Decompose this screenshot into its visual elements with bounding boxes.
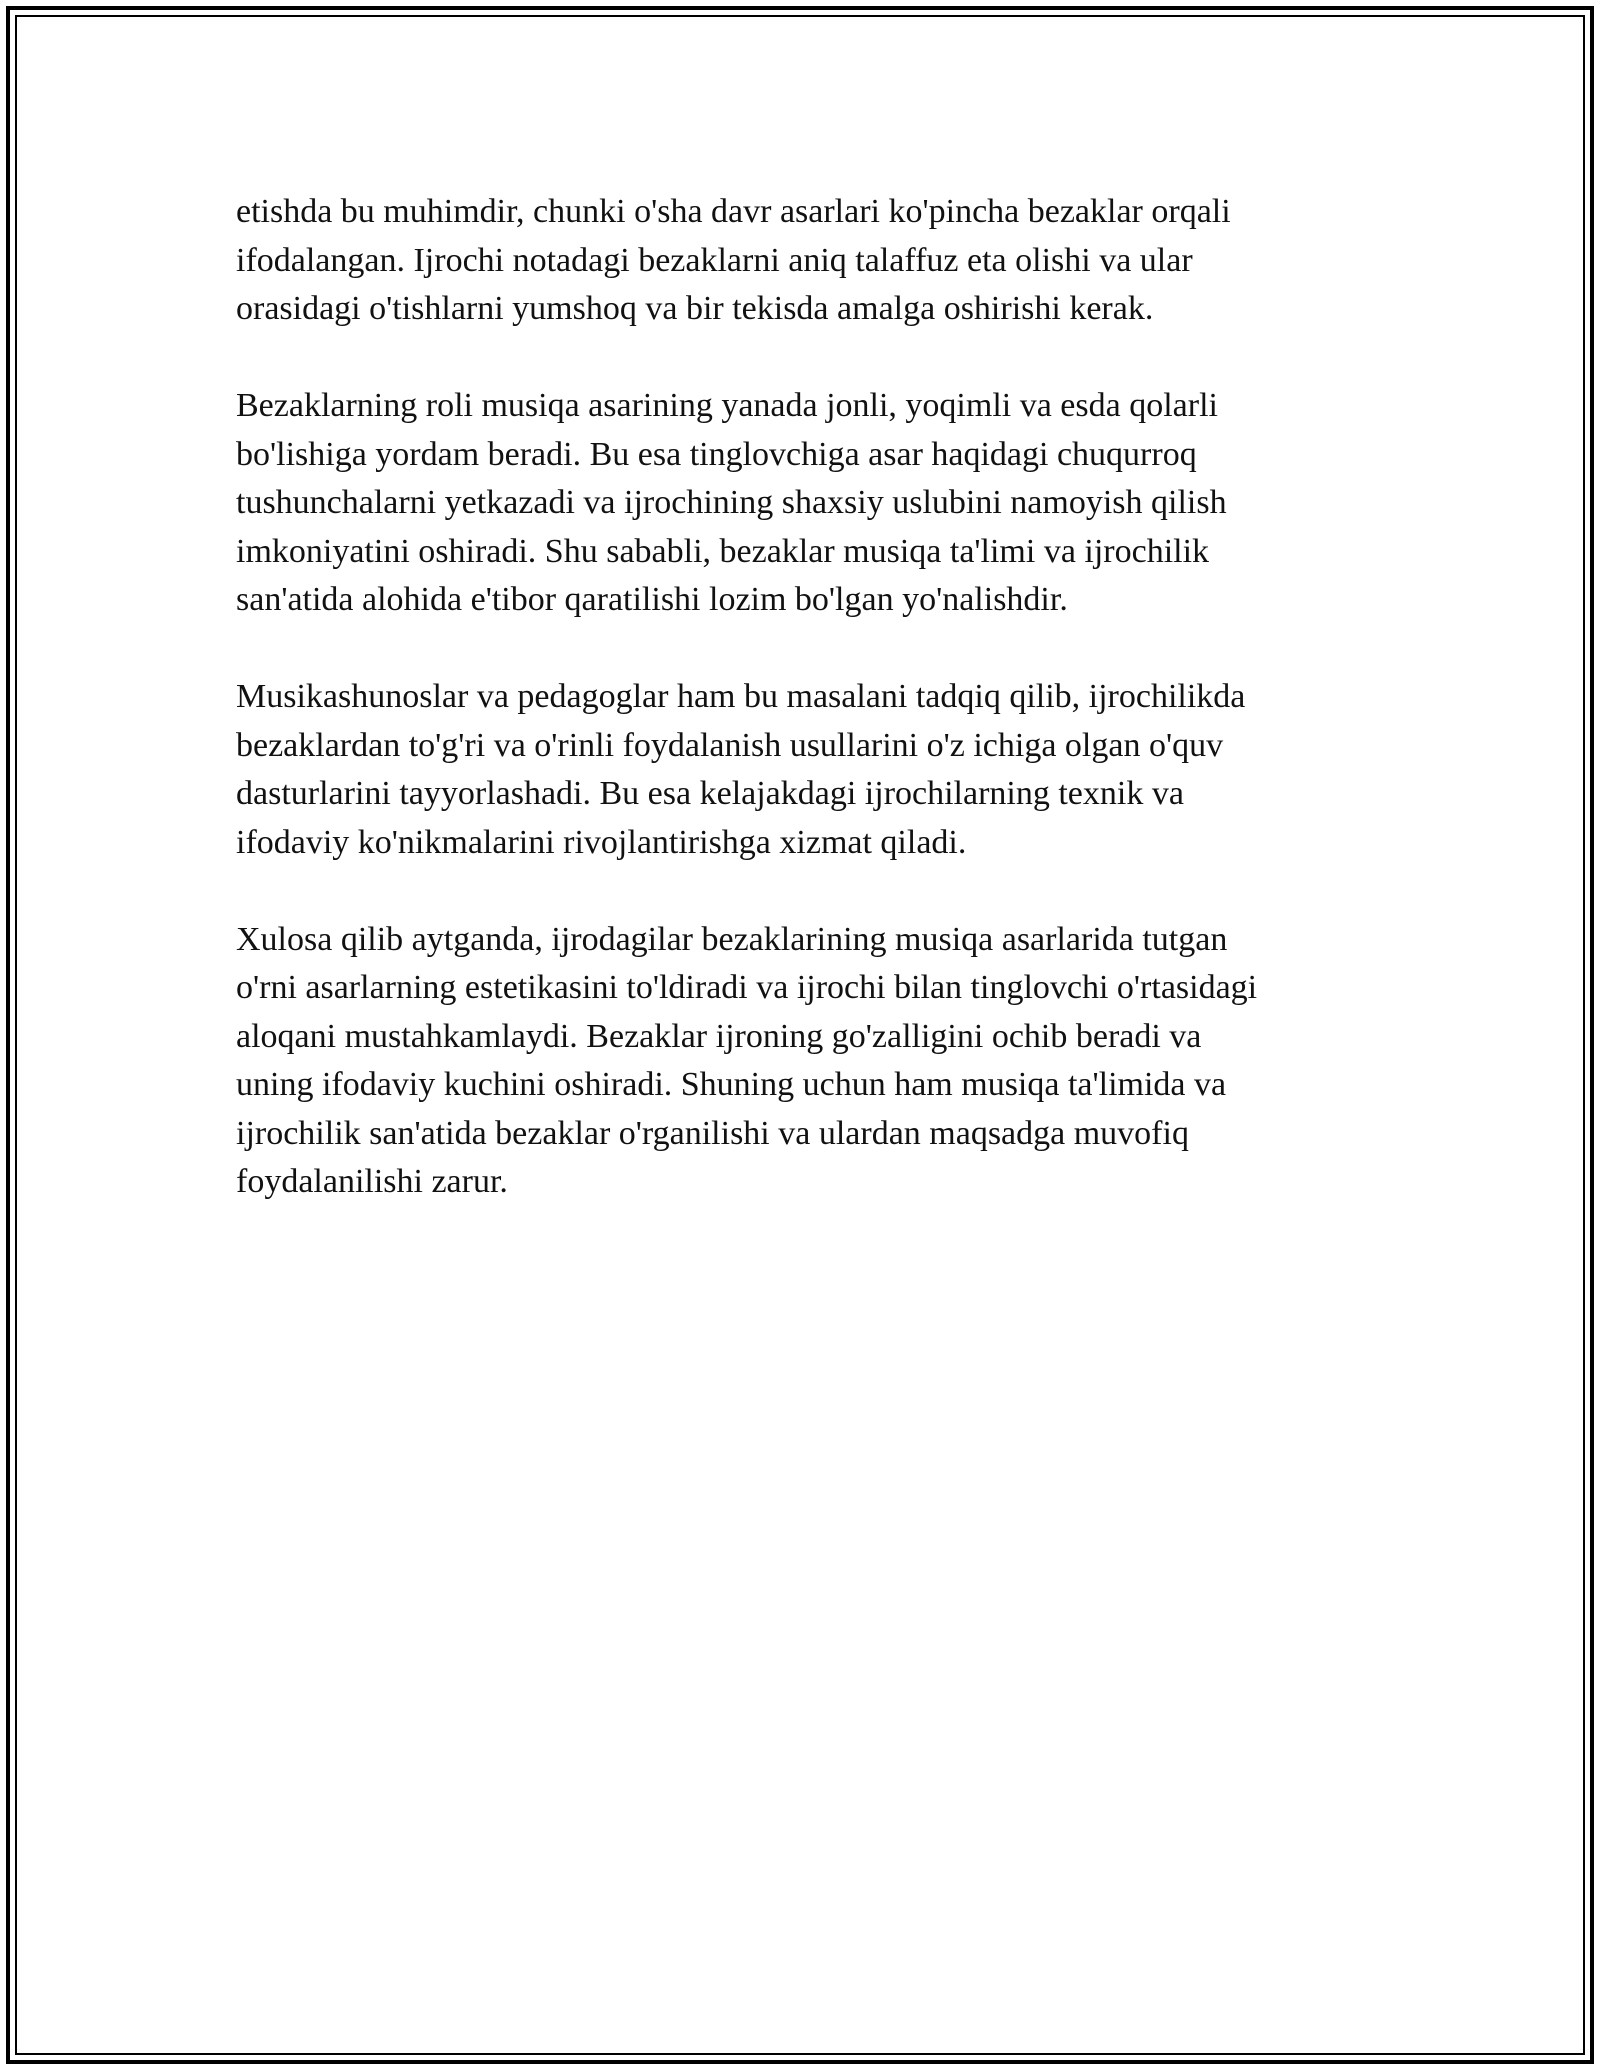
text-line: aloqani mustahkamlaydi. Bezaklar ijroning go'zalligini ochib beradi va — [236, 1017, 1202, 1055]
text-line: orasidagi o'tishlarni yumshoq va bir tekisda amalga oshirishi kerak. — [236, 290, 1154, 327]
text-line: dasturlarini tayyorlashadi. Bu esa kelajakdagi ijrochilarning texnik va — [236, 775, 1184, 812]
text-line: o'rni asarlarning estetikasini to'ldiradi va ijrochi bilan tinglovchi o'rtasidagi — [236, 969, 1258, 1006]
text-line: ifodalangan. Ijrochi notadagi bezaklarni aniq talaffuz eta olishi va ular — [236, 241, 1193, 279]
text-line: tushunchalarni yetkazadi va ijrochining shaxsiy uslubini namoyish qilish — [236, 484, 1227, 521]
text-line: Xulosa qilib aytganda, ijrodagilar bezaklarining musiqa asarlarida tutgan — [236, 920, 1228, 958]
paragraph-2 — [236, 382, 1366, 625]
text-line: bezaklardan to'g'ri va o'rinli foydalanish usullarini o'z ichiga olgan o'quv — [236, 726, 1224, 764]
text-line: imkoniyatini oshiradi. Shu sababli, bezaklar musiqa ta'limi va ijrochilik — [236, 532, 1210, 570]
document-body — [236, 188, 1366, 1255]
text-line: foydalanilishi zarur. — [236, 1163, 508, 1200]
text-line: etishda bu muhimdir, chunki o'sha davr asarlari ko'pincha bezaklar orqali — [236, 193, 1231, 230]
text-line: ifodaviy ko'nikmalarini rivojlantirishga xizmat qiladi. — [236, 823, 967, 861]
text-line: Bezaklarning roli musiqa asarining yanada jonli, yoqimli va esda qolarli — [236, 387, 1218, 424]
text-line: Musikashunoslar va pedagoglar ham bu masalani tadqiq qilib, ijrochilikda — [236, 678, 1246, 715]
paragraph-3 — [236, 673, 1366, 867]
paragraph-1 — [236, 188, 1366, 334]
paragraph-4 — [236, 916, 1366, 1207]
text-line: bo'lishiga yordam beradi. Bu esa tinglovchiga asar haqidagi chuqurroq — [236, 435, 1197, 473]
text-line: ijrochilik san'atida bezaklar o'rganilishi va ulardan maqsadga muvofiq — [236, 1114, 1189, 1152]
text-line: uning ifodaviy kuchini oshiradi. Shuning uchun ham musiqa ta'limida va — [236, 1066, 1227, 1103]
text-line: san'atida alohida e'tibor qaratilishi lozim bo'lgan yo'nalishdir. — [236, 581, 1068, 618]
